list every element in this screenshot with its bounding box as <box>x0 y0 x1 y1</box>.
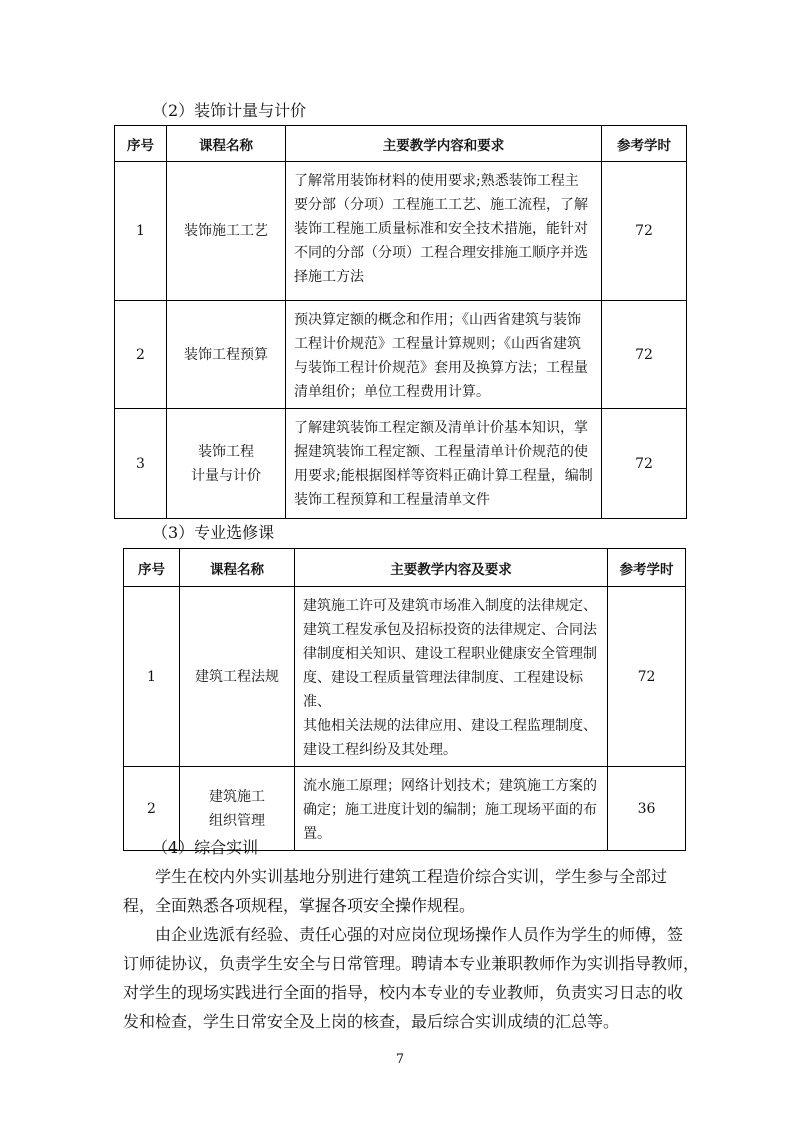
row-course-name: 装饰施工工艺 <box>167 162 286 301</box>
row-no: 2 <box>115 301 167 409</box>
table-row <box>115 409 687 519</box>
row-content: 流水施工原理；网络计划技术；建筑施工方案的 确定；施工进度计划的编制；施工现场平面的布 置。 <box>295 767 608 851</box>
row-hours: 36 <box>608 767 686 851</box>
row-hours: 72 <box>602 162 687 301</box>
header-course-name: 课程名称 <box>180 549 295 587</box>
training-paragraph-1: 学生在校内外实训基地分别进行建筑工程造价综合实训，学生参与全部过 程，全面熟悉各项规程，掌握各项安全操作规程。 <box>123 867 668 915</box>
row-hours: 72 <box>602 301 687 409</box>
row-no: 2 <box>124 767 180 851</box>
section-heading-electives: （3）专业选修课 <box>152 523 275 542</box>
row-no: 1 <box>124 587 180 767</box>
header-hours: 参考学时 <box>608 549 686 587</box>
header-no: 序号 <box>124 549 180 587</box>
section-heading-decoration: （2）装饰计量与计价 <box>152 101 307 120</box>
table-row <box>124 587 686 767</box>
row-content: 建筑施工许可及建筑市场准入制度的法律规定、 建筑工程发承包及招标投资的法律规定、合同法 律制度相关知识、建设工程职业健康安全管理制 度、建设工程质量管理法律制度、工程建设标准、 其他相关法规的法律应用、建设工程监理制度、 建设工程纠纷及其处理。 <box>295 587 608 767</box>
row-hours: 72 <box>608 587 686 767</box>
elective-course-table <box>123 548 686 851</box>
table-header-row <box>115 126 687 162</box>
training-paragraph-2: 由企业选派有经验、责任心强的对应岗位现场操作人员作为学生的师傅，签 订师徒协议，负责学生安全与日常管理。聘请本专业兼职教师作为实训指导教师， 对学生的现场实践进行全面的指导，校内本专业的专业教师，负责实习日志的收 发和检查，学生日常安全及上岗的核查，最后综合实训成绩的汇总等。 <box>123 925 700 1031</box>
row-no: 3 <box>115 409 167 519</box>
row-course-name: 装饰工程 计量与计价 <box>167 409 286 519</box>
header-content: 主要教学内容和要求 <box>286 126 602 162</box>
page-number: 7 <box>395 1052 405 1067</box>
row-content: 了解建筑装饰工程定额及清单计价基本知识，掌 握建筑装饰工程定额、工程量清单计价规范的使 用要求;能根据图样等资料正确计算工程量，编制 装饰工程预算和工程量清单文件 <box>286 409 602 519</box>
section-heading-practical-training: （4）综合实训 <box>152 838 259 857</box>
table-row <box>115 301 687 409</box>
decoration-course-table <box>114 125 687 519</box>
row-hours: 72 <box>602 409 687 519</box>
header-course-name: 课程名称 <box>167 126 286 162</box>
row-no: 1 <box>115 162 167 301</box>
header-hours: 参考学时 <box>602 126 687 162</box>
row-course-name: 建筑施工 组织管理 <box>180 767 295 851</box>
header-no: 序号 <box>115 126 167 162</box>
table-row <box>115 162 687 301</box>
header-content: 主要教学内容及要求 <box>295 549 608 587</box>
row-course-name: 建筑工程法规 <box>180 587 295 767</box>
row-content: 了解常用装饰材料的使用要求;熟悉装饰工程主 要分部（分项）工程施工工艺、施工流程，了解 装饰工程施工质量标准和安全技术措施，能针对 不同的分部（分项）工程合理安排施工顺序并选 择施工方法 <box>286 162 602 301</box>
row-content: 预决算定额的概念和作用；《山西省建筑与装饰 工程计价规范》工程量计算规则；《山西省建筑 与装饰工程计价规范》套用及换算方法；工程量 清单组价；单位工程费用计算。 <box>286 301 602 409</box>
table-header-row <box>124 549 686 587</box>
row-course-name: 装饰工程预算 <box>167 301 286 409</box>
